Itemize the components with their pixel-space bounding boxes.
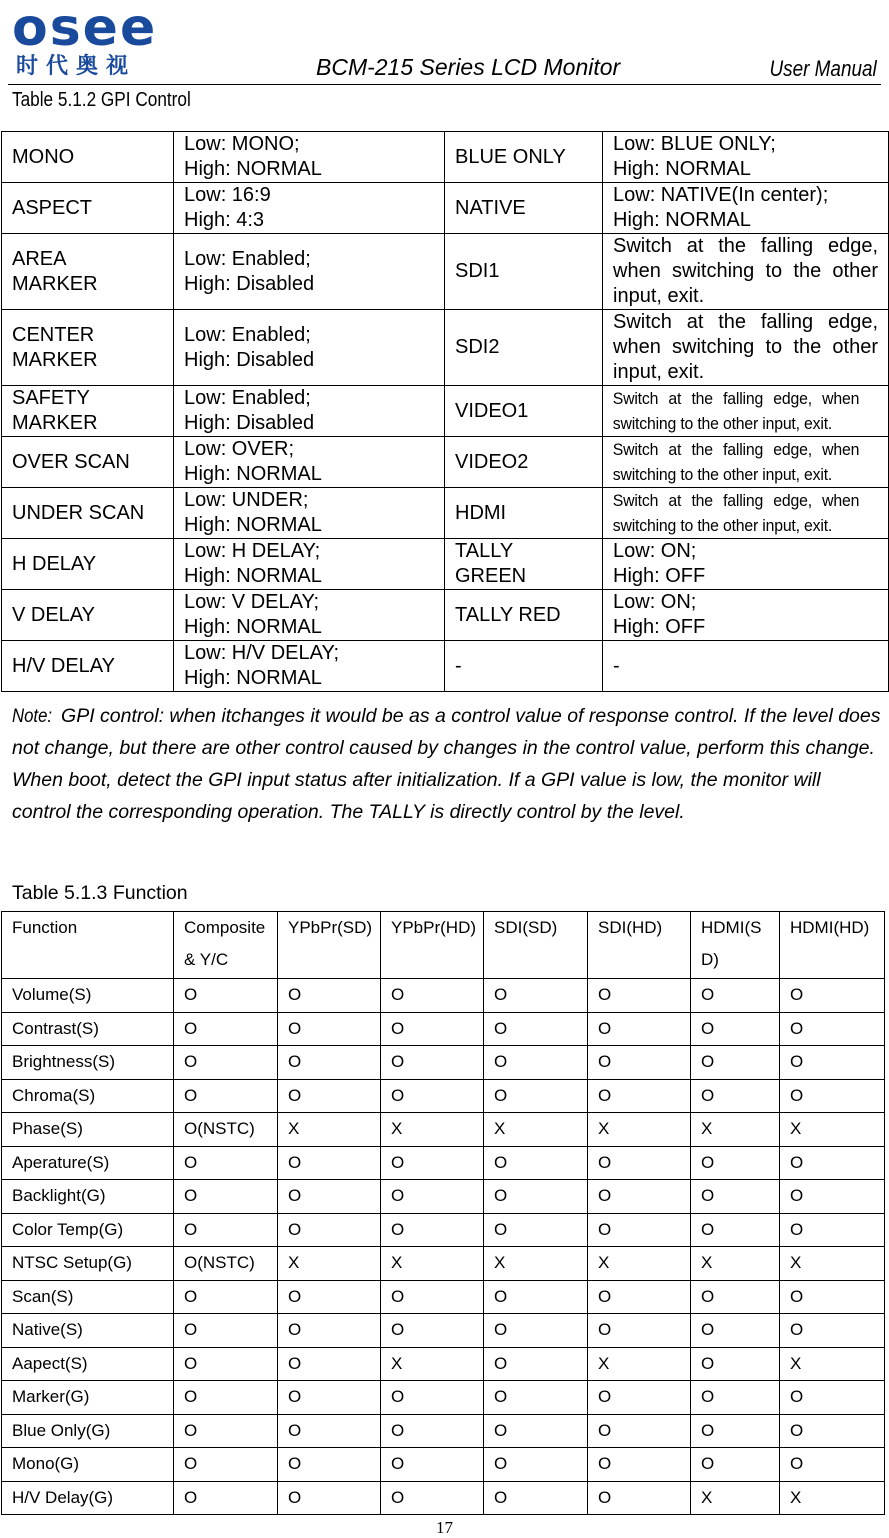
gpi-level-cell: Low: Enabled; High: Disabled [174,310,445,386]
function-support-cell: O [691,1146,780,1180]
function-table-caption: Table 5.1.3 Function [12,882,188,904]
function-name-cell: Backlight(G) [2,1180,174,1214]
function-support-cell: O [381,1046,484,1080]
function-support-cell: O [588,1213,691,1247]
function-support-cell: O [484,1414,588,1448]
function-support-cell: O [381,1280,484,1314]
gpi-signal-cell: ASPECT [2,183,174,234]
gpi-level-cell: Switch at the falling edge, when switching to the other input, exit. [603,437,869,488]
function-support-cell: O [174,1314,278,1348]
function-name-cell: Scan(S) [2,1280,174,1314]
function-support-cell: O [174,1414,278,1448]
function-support-cell: O [278,979,381,1013]
function-row [2,1213,885,1247]
function-name-cell: Color Temp(G) [2,1213,174,1247]
function-header-cell: YPbPr(SD) [278,912,381,979]
function-name-cell: H/V Delay(G) [2,1481,174,1515]
function-row [2,1448,885,1482]
gpi-level-cell: Low: NATIVE(In center); High: NORMAL [603,183,889,234]
function-row [2,1314,885,1348]
function-row [2,1247,885,1281]
function-support-cell: O [588,1314,691,1348]
gpi-level-cell: - [603,641,889,692]
function-support-cell: O [484,1280,588,1314]
function-support-cell: O [381,1314,484,1348]
function-support-cell: O [780,1280,885,1314]
function-support-cell: O [278,1314,381,1348]
function-row [2,1113,885,1147]
gpi-signal-cell: SAFETY MARKER [2,386,174,437]
function-support-cell: O [381,1079,484,1113]
function-support-cell: O [381,1414,484,1448]
function-row [2,1381,885,1415]
function-support-cell: O [780,1448,885,1482]
function-support-cell: O [484,1448,588,1482]
gpi-signal-cell: H DELAY [2,539,174,590]
osee-logo [12,2,186,82]
function-support-cell: O [174,1146,278,1180]
function-support-cell: O [484,1046,588,1080]
function-name-cell: Native(S) [2,1314,174,1348]
function-support-cell: O [484,1079,588,1113]
function-name-cell: Aapect(S) [2,1347,174,1381]
function-support-cell: O [691,1280,780,1314]
function-name-cell: Blue Only(G) [2,1414,174,1448]
function-support-cell: X [381,1247,484,1281]
function-support-cell: O [691,1381,780,1415]
gpi-level-cell: Low: BLUE ONLY; High: NORMAL [603,132,889,183]
function-row [2,1347,885,1381]
function-name-cell: Aperature(S) [2,1146,174,1180]
function-support-cell: O [278,1381,381,1415]
gpi-signal-cell: - [445,641,603,692]
function-support-cell: O [381,1213,484,1247]
gpi-note [12,700,882,828]
function-row [2,1414,885,1448]
gpi-signal-cell: VIDEO2 [445,437,603,488]
function-support-cell: O [780,1213,885,1247]
function-support-cell: O [174,1012,278,1046]
manual-label: User Manual [769,56,877,81]
function-support-cell: O [691,1046,780,1080]
function-support-cell: O [484,1481,588,1515]
function-support-cell: O [174,1180,278,1214]
gpi-level-cell: Low: ON; High: OFF [603,590,889,641]
function-support-cell: O [691,1448,780,1482]
function-header-cell: YPbPr(HD) [381,912,484,979]
function-support-cell: X [780,1481,885,1515]
gpi-level-cell: Low: ON; High: OFF [603,539,889,590]
header-rule [8,84,881,85]
function-support-cell: O [780,1180,885,1214]
function-support-cell: O [484,1180,588,1214]
function-support-cell: O [588,1381,691,1415]
function-row [2,1180,885,1214]
function-support-cell: O [174,1347,278,1381]
gpi-signal-cell: UNDER SCAN [2,488,174,539]
gpi-row [2,132,889,183]
function-name-cell: Volume(S) [2,979,174,1013]
function-support-cell: X [691,1247,780,1281]
gpi-level-cell: Switch at the falling edge, when switching to the other input, exit. [603,488,869,539]
logo-chinese: 时代奥视 [16,53,137,78]
function-support-cell: X [484,1113,588,1147]
function-name-cell: Mono(G) [2,1448,174,1482]
function-support-cell: O [691,1314,780,1348]
gpi-signal-cell: CENTER MARKER [2,310,174,386]
function-support-cell: O [691,979,780,1013]
function-support-cell: O [484,1012,588,1046]
function-support-cell: O [691,1012,780,1046]
function-support-cell: X [278,1247,381,1281]
gpi-row [2,234,889,310]
gpi-row [2,437,889,488]
logo-wordmark: osee [12,0,158,58]
function-support-cell: O [588,1481,691,1515]
gpi-signal-cell: SDI1 [445,234,603,310]
function-support-cell: O [381,1381,484,1415]
function-support-cell: O [484,1213,588,1247]
gpi-level-cell: Low: Enabled; High: Disabled [174,386,445,437]
function-support-cell: O [278,1213,381,1247]
function-support-cell: O [174,1046,278,1080]
function-name-cell: Brightness(S) [2,1046,174,1080]
function-support-cell: O [588,1180,691,1214]
function-support-cell: O [691,1079,780,1113]
function-support-cell: O [588,1046,691,1080]
function-table [1,911,885,1515]
function-support-cell: O [588,1280,691,1314]
gpi-row [2,386,889,437]
note-text: GPI control: when itchanges it would be as a control value of response control. If the level does not change, but there are other control caused by changes in the control value, perform this change. When boot, detect the GPI input status after initialization. If a GPI value is low, the monitor will control the corresponding operation. The TALLY is directly control by the level. [12,705,881,823]
function-support-cell: O [278,1046,381,1080]
function-header-cell: HDMI(SD) [691,912,780,979]
gpi-signal-cell: NATIVE [445,183,603,234]
function-support-cell: O [691,1347,780,1381]
gpi-control-table [1,131,889,692]
function-name-cell: NTSC Setup(G) [2,1247,174,1281]
function-support-cell: X [780,1347,885,1381]
function-row [2,1146,885,1180]
function-support-cell: O [278,1146,381,1180]
function-support-cell: O [174,1079,278,1113]
gpi-level-cell: Switch at the falling edge, when switching to the other input, exit. [603,386,869,437]
function-support-cell: O [691,1213,780,1247]
function-support-cell: O [278,1347,381,1381]
function-support-cell: O [780,1079,885,1113]
function-row [2,979,885,1013]
gpi-signal-cell: BLUE ONLY [445,132,603,183]
gpi-level-cell: Low: V DELAY; High: NORMAL [174,590,445,641]
gpi-level-cell: Low: H DELAY; High: NORMAL [174,539,445,590]
gpi-level-cell: Switch at the falling edge, when switching to the other input, exit. [603,234,889,310]
gpi-signal-cell: H/V DELAY [2,641,174,692]
function-support-cell: O [381,1012,484,1046]
function-support-cell: O [588,1146,691,1180]
function-support-cell: O [174,1280,278,1314]
function-support-cell: O [174,1381,278,1415]
function-support-cell: X [691,1113,780,1147]
function-name-cell: Chroma(S) [2,1079,174,1113]
function-row [2,1012,885,1046]
gpi-signal-cell: HDMI [445,488,603,539]
function-support-cell: X [381,1347,484,1381]
function-row [2,1046,885,1080]
function-support-cell: O [174,979,278,1013]
gpi-signal-cell: SDI2 [445,310,603,386]
function-header-cell: SDI(SD) [484,912,588,979]
function-support-cell: X [588,1347,691,1381]
gpi-signal-cell: VIDEO1 [445,386,603,437]
function-name-cell: Marker(G) [2,1381,174,1415]
gpi-signal-cell: TALLY GREEN [445,539,603,590]
gpi-level-cell: Low: UNDER; High: NORMAL [174,488,445,539]
function-header-cell: SDI(HD) [588,912,691,979]
function-header-cell: HDMI(HD) [780,912,885,979]
function-support-cell: O(NSTC) [174,1247,278,1281]
function-support-cell: O [381,1146,484,1180]
gpi-signal-cell: V DELAY [2,590,174,641]
function-support-cell: O(NSTC) [174,1113,278,1147]
function-support-cell: O [780,1314,885,1348]
function-support-cell: O [381,1448,484,1482]
function-support-cell: O [588,1012,691,1046]
function-support-cell: O [278,1414,381,1448]
function-support-cell: O [278,1180,381,1214]
function-support-cell: X [588,1247,691,1281]
function-support-cell: X [691,1481,780,1515]
gpi-row [2,488,889,539]
function-support-cell: O [691,1414,780,1448]
function-support-cell: O [780,979,885,1013]
function-support-cell: X [484,1247,588,1281]
gpi-level-cell: Low: MONO; High: NORMAL [174,132,445,183]
gpi-signal-cell: TALLY RED [445,590,603,641]
note-label: Note: [12,705,53,727]
function-header-row [2,912,885,979]
function-support-cell: O [780,1381,885,1415]
function-support-cell: O [278,1280,381,1314]
document-title: BCM-215 Series LCD Monitor [316,54,621,80]
function-support-cell: O [588,1414,691,1448]
function-support-cell: O [278,1012,381,1046]
function-support-cell: O [780,1012,885,1046]
function-support-cell: O [381,1481,484,1515]
gpi-level-cell: Switch at the falling edge, when switching to the other input, exit. [603,310,889,386]
function-support-cell: O [278,1079,381,1113]
gpi-row [2,641,889,692]
gpi-level-cell: Low: H/V DELAY; High: NORMAL [174,641,445,692]
function-support-cell: O [780,1046,885,1080]
function-support-cell: O [588,1448,691,1482]
gpi-signal-cell: OVER SCAN [2,437,174,488]
gpi-row [2,310,889,386]
gpi-signal-cell: MONO [2,132,174,183]
function-support-cell: O [484,1314,588,1348]
function-support-cell: O [484,1381,588,1415]
function-support-cell: O [484,1146,588,1180]
function-support-cell: X [278,1113,381,1147]
gpi-level-cell: Low: 16:9 High: 4:3 [174,183,445,234]
function-support-cell: O [174,1481,278,1515]
function-support-cell: O [381,1180,484,1214]
function-row [2,1481,885,1515]
function-support-cell: X [780,1247,885,1281]
function-support-cell: O [691,1180,780,1214]
function-support-cell: X [780,1113,885,1147]
page-number: 17 [436,1518,453,1537]
function-row [2,1280,885,1314]
gpi-row [2,539,889,590]
gpi-row [2,590,889,641]
function-support-cell: O [381,979,484,1013]
gpi-row [2,183,889,234]
function-support-cell: O [484,979,588,1013]
function-header-cell: Composite & Y/C [174,912,278,979]
function-support-cell: O [278,1481,381,1515]
function-support-cell: O [174,1213,278,1247]
function-support-cell: O [484,1347,588,1381]
function-row [2,1079,885,1113]
gpi-signal-cell: AREA MARKER [2,234,174,310]
function-support-cell: O [780,1146,885,1180]
function-support-cell: O [174,1448,278,1482]
function-name-cell: Contrast(S) [2,1012,174,1046]
function-support-cell: O [780,1414,885,1448]
function-support-cell: O [588,1079,691,1113]
function-support-cell: X [588,1113,691,1147]
function-name-cell: Phase(S) [2,1113,174,1147]
function-support-cell: X [381,1113,484,1147]
function-support-cell: O [588,979,691,1013]
gpi-level-cell: Low: Enabled; High: Disabled [174,234,445,310]
gpi-level-cell: Low: OVER; High: NORMAL [174,437,445,488]
function-support-cell: O [278,1448,381,1482]
gpi-table-caption: Table 5.1.2 GPI Control [12,89,191,111]
function-header-cell: Function [2,912,174,979]
